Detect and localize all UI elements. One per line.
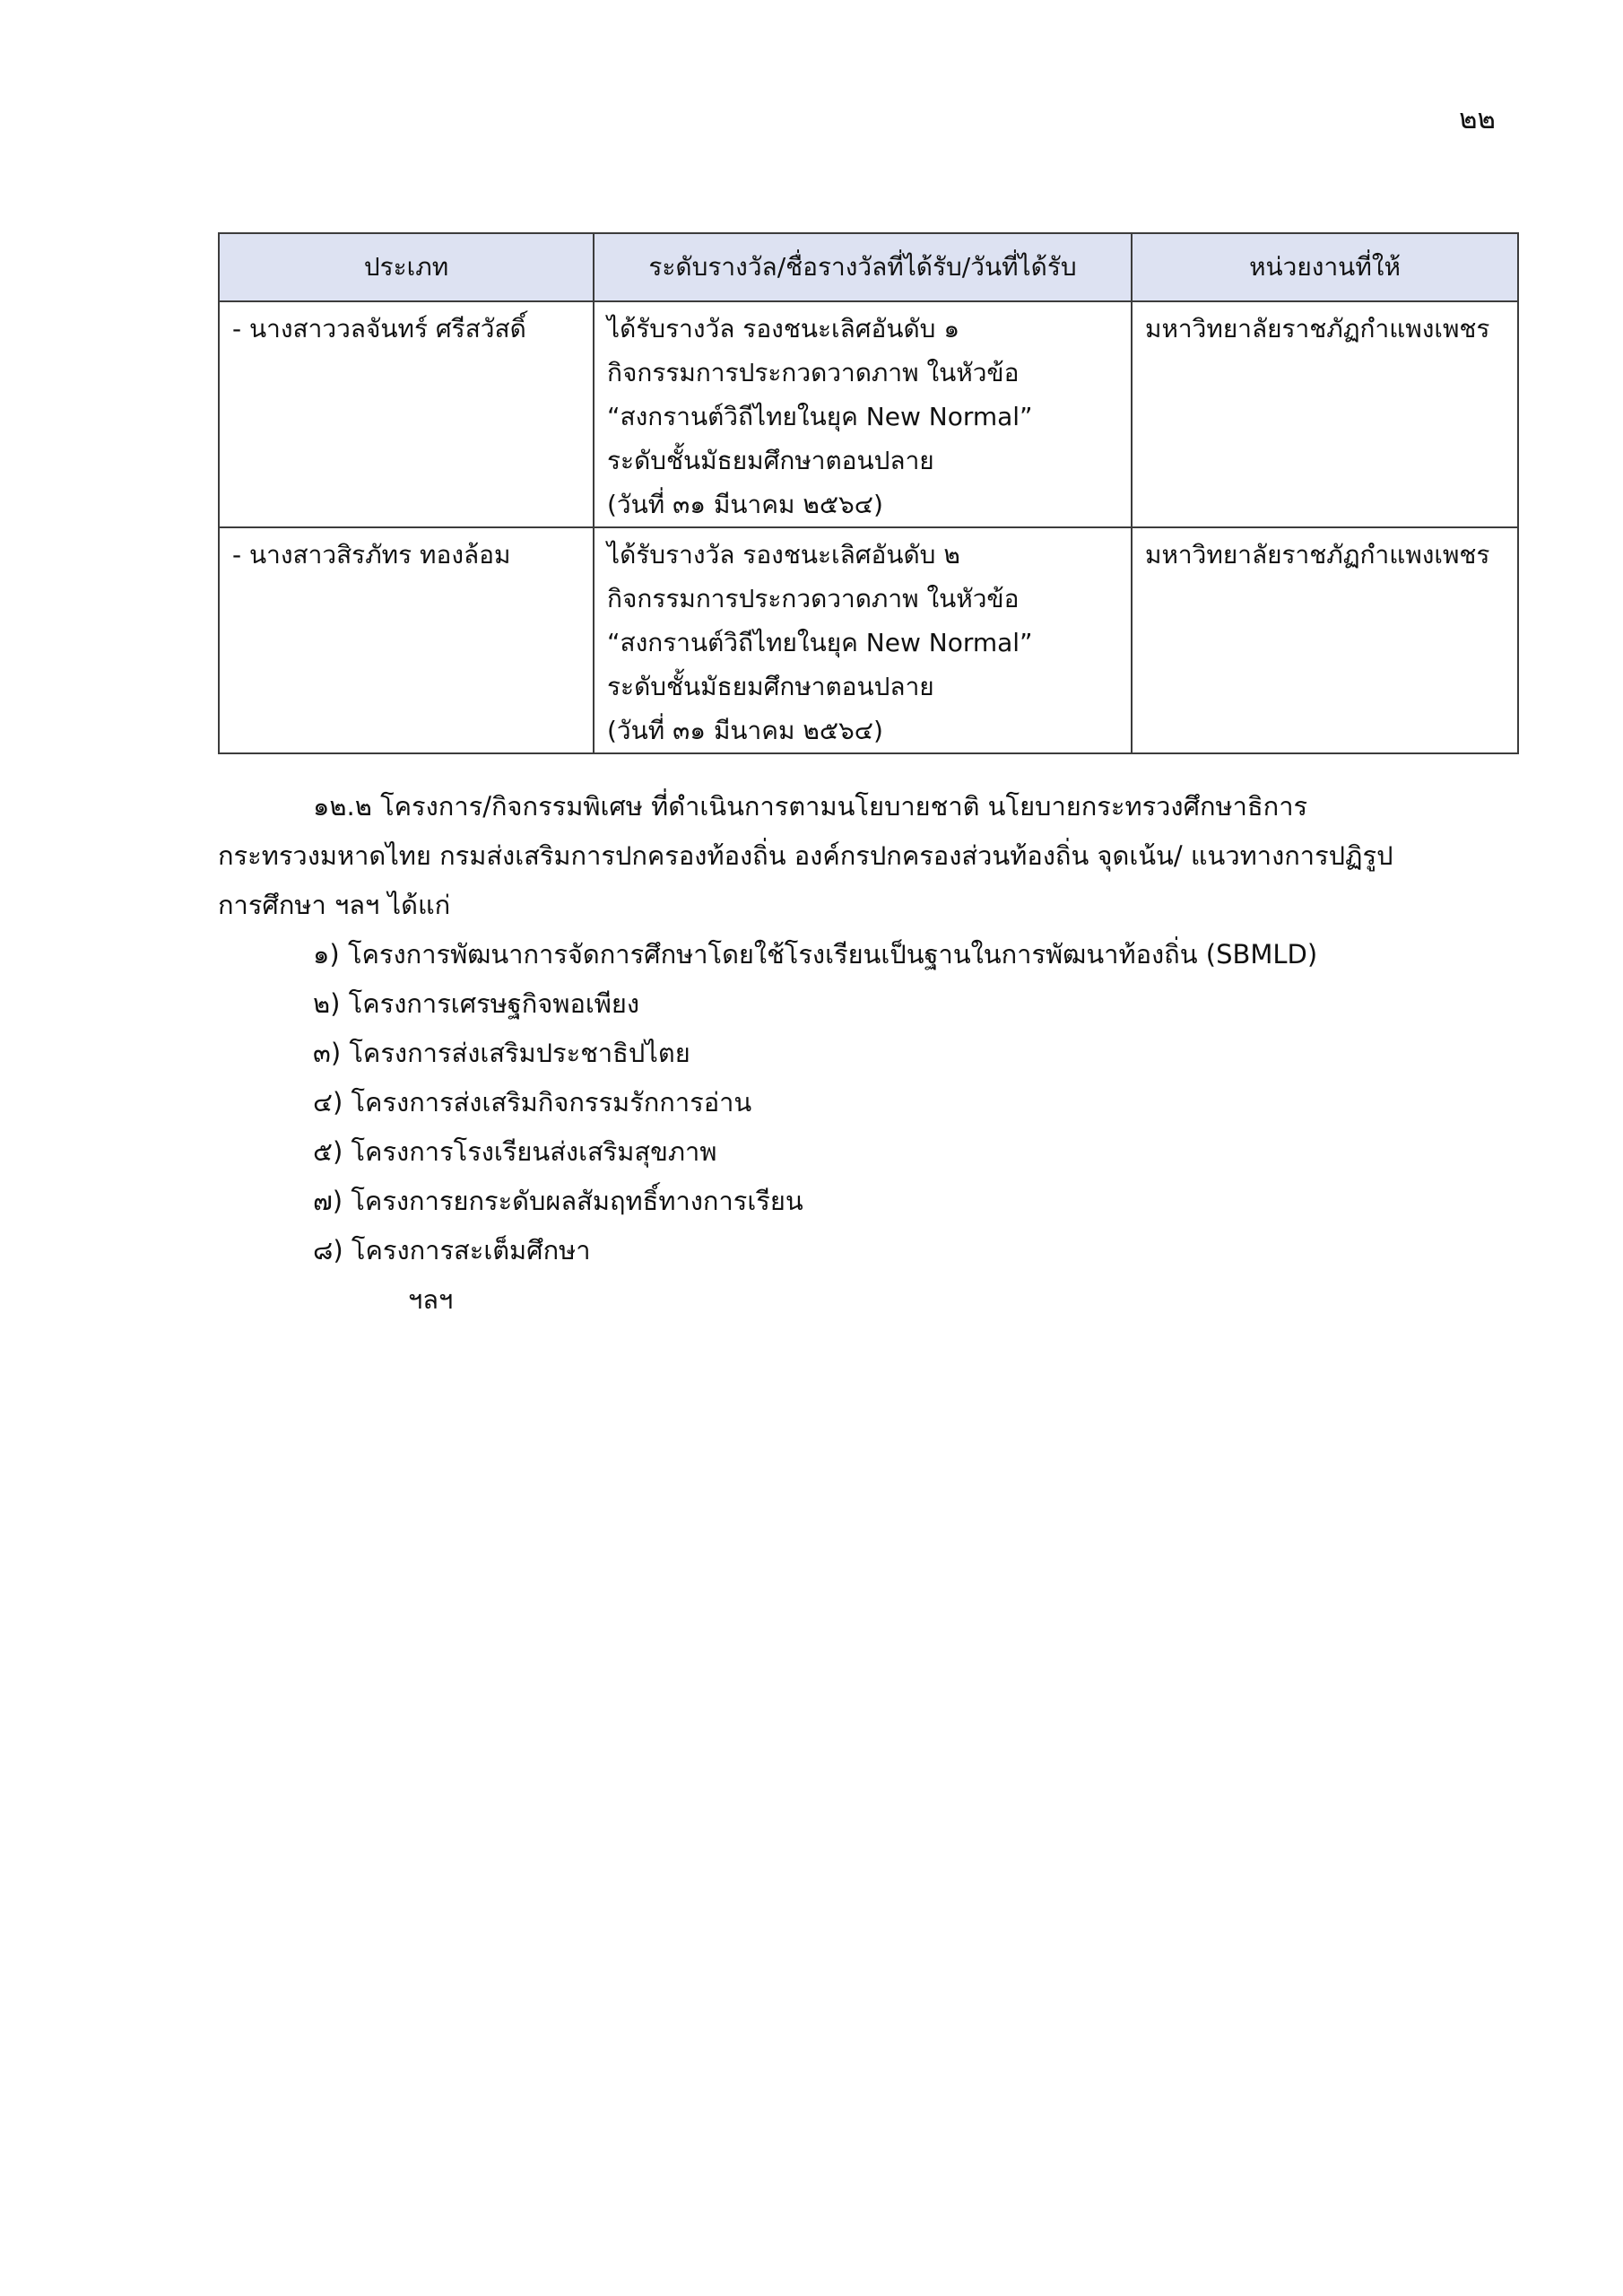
award-line: (วันที่ ๓๑ มีนาคม ๒๕๖๔)	[607, 490, 883, 519]
recipient-name	[219, 301, 594, 527]
award-line: ได้รับรางวัล รองชนะเลิศอันดับ ๒	[607, 540, 960, 570]
page-number: ๒๒	[1459, 103, 1496, 135]
etc-marker: ฯลฯ	[408, 1284, 454, 1315]
awarding-agency-text: มหาวิทยาลัยราชภัฏกำแพงเพชร	[1145, 540, 1490, 570]
project-item: ๘) โครงการสะเต็มศึกษา	[313, 1235, 591, 1265]
project-item: ๒) โครงการเศรษฐกิจพอเพียง	[313, 988, 640, 1019]
award-table	[218, 232, 1519, 754]
award-line: “สงกรานต์วิถีไทยในยุค New Normal”	[607, 628, 1033, 657]
awarding-agency	[1132, 301, 1518, 527]
award-line: (วันที่ ๓๑ มีนาคม ๒๕๖๔)	[607, 716, 883, 745]
award-line: กิจกรรมการประกวดวาดภาพ ในหัวข้อ	[607, 358, 1020, 387]
project-item: ๕) โครงการโรงเรียนส่งเสริมสุขภาพ	[313, 1136, 717, 1167]
award-details	[594, 527, 1132, 753]
project-item: ๗) โครงการยกระดับผลสัมฤทธิ์ทางการเรียน	[313, 1186, 803, 1216]
recipient-name-text: - นางสาวสิรภัทร ทองล้อม	[232, 540, 511, 570]
recipient-name-text: - นางสาววลจันทร์ ศรีสวัสดิ์	[232, 314, 526, 344]
award-line: “สงกรานต์วิถีไทยในยุค New Normal”	[607, 402, 1033, 431]
award-line: ได้รับรางวัล รองชนะเลิศอันดับ ๑	[607, 314, 960, 344]
awarding-agency	[1132, 527, 1518, 753]
header-agency: หน่วยงานที่ให้	[1132, 233, 1518, 301]
table-row	[219, 527, 1518, 753]
award-line: ระดับชั้นมัธยมศึกษาตอนปลาย	[607, 446, 934, 475]
project-item: ๑) โครงการพัฒนาการจัดการศึกษาโดยใช้โรงเรียนเป็นฐานในการพัฒนาท้องถิ่น (SBMLD)	[313, 939, 1318, 970]
award-details	[594, 301, 1132, 527]
header-type: ประเภท	[219, 233, 594, 301]
project-item: ๔) โครงการส่งเสริมกิจกรรมรักการอ่าน	[313, 1087, 752, 1118]
award-line: กิจกรรมการประกวดวาดภาพ ในหัวข้อ	[607, 584, 1020, 613]
project-item: ๓) โครงการส่งเสริมประชาธิปไตย	[313, 1038, 690, 1068]
section-paragraph-line: ๑๒.๒ โครงการ/กิจกรรมพิเศษ ที่ดำเนินการตามนโยบายชาติ นโยบายกระทรวงศึกษาธิการ	[313, 791, 1308, 822]
project-list	[218, 930, 1517, 1325]
table-row	[219, 301, 1518, 527]
section-paragraph-line: กระทรวงมหาดไทย กรมส่งเสริมการปกครองท้องถิ่น องค์กรปกครองส่วนท้องถิ่น จุดเน้น/ แนวทางการปฏิรูป	[218, 840, 1393, 871]
section-12-2	[218, 782, 1517, 1325]
recipient-name	[219, 527, 594, 753]
award-line: ระดับชั้นมัธยมศึกษาตอนปลาย	[607, 672, 934, 701]
awarding-agency-text: มหาวิทยาลัยราชภัฏกำแพงเพชร	[1145, 314, 1490, 344]
section-paragraph-line: การศึกษา ฯลฯ ได้แก่	[218, 890, 451, 920]
header-award: ระดับรางวัล/ชื่อรางวัลที่ได้รับ/วันที่ได้รับ	[594, 233, 1132, 301]
table-header-row	[219, 233, 1518, 301]
